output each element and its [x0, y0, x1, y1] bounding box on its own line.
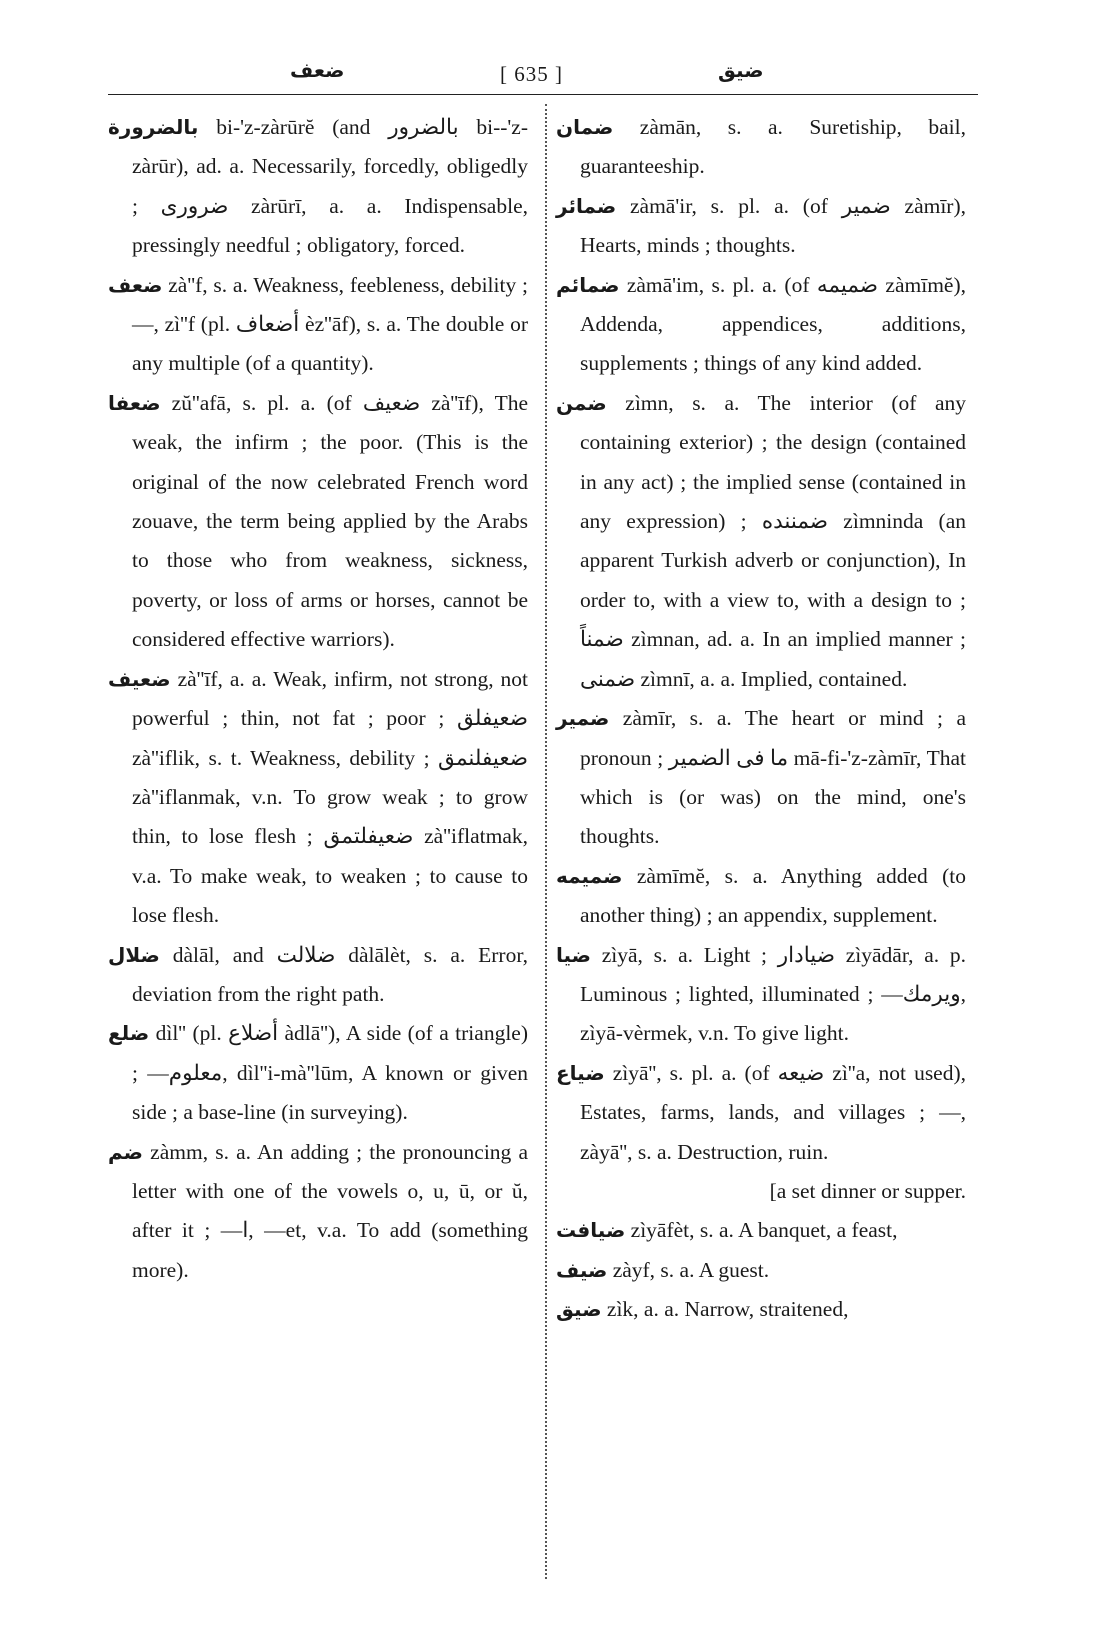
- entry-headword: ضيا: [556, 942, 591, 967]
- page-number: [ 635 ]: [500, 62, 563, 86]
- dictionary-entry: [556, 187, 966, 266]
- entry-text: zìyā, s. a. Light ; ضيادار zìyādār, a. p. Luminous ; lighted, illuminated ; —ويرمك, zìyā-vèrmek, v.n. To give light.: [580, 942, 966, 1046]
- entry-headword: ضمائر: [556, 193, 617, 218]
- entry-text: zàmā'im, s. pl. a. (of ضميمه zàmīmĕ), Addenda, appendices, additions, supplements ; things of any kind added.: [580, 272, 967, 376]
- entry-text: zàmm, s. a. An adding ; the pronouncing a letter with one of the vowels o, u, ū, or ŭ, after it ; —ا, —et, v.a. To add (something more).: [132, 1139, 528, 1282]
- entry-headword: ضعفا: [108, 390, 161, 415]
- entry-text: zà''īf, a. a. Weak, infirm, not strong, not powerful ; thin, not fat ; poor ; ضعيفلق zà''iflik, s. t. Weakness, debility ; ضعيفلنمق zà''iflanmak, v.n. To grow weak ; to grow thin, to lose flesh ; ضعيفلتمق zà''iflatmak, v.a. To make weak, to weaken ; to cause to lose flesh.: [132, 666, 528, 928]
- header-rule: [108, 94, 978, 95]
- dictionary-entry: [556, 108, 966, 187]
- entry-headword: ضلع: [108, 1021, 150, 1046]
- entry-headword: ضمن: [556, 390, 607, 415]
- entry-text: zìmn, s. a. The interior (of any containing exterior) ; the design (contained in any act) ; the implied sense (contained in any expression) ; ضمننده zìmninda (an apparent Turkish adverb or conjunction), In order to, with a view to, with a design to ; ضمناً zìmnan, ad. a. In an implied manner ; ضمنی zìmnī, a. a. Implied, contained.: [580, 390, 966, 691]
- header-left-catchword: ضعف: [290, 58, 345, 82]
- entry-headword: ضعف: [108, 272, 163, 297]
- entry-headword: ضمائم: [556, 272, 620, 297]
- dictionary-entry: [108, 266, 528, 384]
- entry-headword: ضيق: [556, 1297, 602, 1322]
- entry-text: zìyāfèt, s. a. A banquet, a feast,: [630, 1218, 898, 1243]
- right-column: [556, 108, 966, 1330]
- entry-headword: ضعيف: [108, 666, 171, 691]
- entry-text: dàlāl, and ضلالت dàlālèt, s. a. Error, deviation from the right path.: [132, 942, 529, 1006]
- dictionary-entry: [556, 1211, 966, 1250]
- entry-text: bi-'z-zàrūrĕ (and بالضرور bi--'z-zàrūr), ad. a. Necessarily, forcedly, obligedly ; ضروری zàrūrī, a. a. Indispensable, pressingly needful ; obligatory, forced.: [132, 115, 529, 258]
- entry-headword: ضمان: [556, 115, 614, 139]
- entry-headword: ضيف: [556, 1257, 608, 1282]
- entry-text: zàmān, s. a. Suretiship, bail, guaranteeship.: [580, 115, 966, 179]
- entry-text: zà''f, s. a. Weakness, feebleness, debility ; —, zì''f (pl. أضعاف èz''āf), s. a. The double or any multiple (of a quantity).: [132, 272, 528, 376]
- entry-headword: ضلال: [108, 942, 160, 967]
- column-divider: [545, 104, 547, 1579]
- entry-text: dìl'' (pl. أضلاع àdlā''), A side (of a triangle) ; —معلوم, dìl''i-mà''lūm, A known or given side ; a base-line (in surveying).: [132, 1021, 528, 1125]
- dictionary-entry: [556, 1290, 966, 1329]
- header-right-catchword: ضيق: [718, 58, 764, 82]
- dictionary-entry: [108, 936, 528, 1015]
- entry-headword: ضيافت: [556, 1218, 626, 1243]
- dictionary-entry: [108, 1133, 528, 1291]
- page-header: [0, 54, 1113, 94]
- entry-text: zàmā'ir, s. pl. a. (of ضمير zàmīr), Hearts, minds ; thoughts.: [580, 193, 967, 258]
- carried-over-text: [a set dinner or supper.: [769, 1178, 966, 1203]
- entry-text: zàyf, s. a. A guest.: [612, 1257, 770, 1282]
- dictionary-entry: [556, 936, 966, 1054]
- entry-text: zŭ''afā, s. pl. a. (of ضعيف zà''īf), The weak, the infirm ; the poor. (This is the original of the now celebrated French word zouave, the term being applied by the Arabs to those who from weakness, sickness, poverty, or loss of arms or horses, cannot be considered effective warriors).: [132, 390, 529, 652]
- entry-headword: ضم: [108, 1139, 144, 1164]
- dictionary-entry: [556, 1054, 966, 1172]
- entry-headword: ضمير: [556, 706, 610, 731]
- entry-headword: بالضرورة: [108, 115, 199, 139]
- entry-text: zìyā'', s. pl. a. (of ضيعه zì''a, not used), Estates, farms, lands, and villages ; —, zàyā'', s. a. Destruction, ruin.: [580, 1060, 967, 1164]
- dictionary-entry: [108, 1014, 528, 1132]
- dictionary-entry: [556, 266, 966, 384]
- entry-headword: ضميمه: [556, 863, 623, 888]
- entry-text: zàmīr, s. a. The heart or mind ; a pronoun ; ما فى الضمير mā-fi-'z-zàmīr, That which is (or was) on the mind, one's thoughts.: [580, 706, 966, 849]
- entry-text: zìk, a. a. Narrow, straitened,: [606, 1297, 849, 1322]
- dictionary-entry: [108, 660, 528, 936]
- dictionary-entry: [108, 384, 528, 660]
- dictionary-entry: [108, 108, 528, 266]
- dictionary-entry: [556, 384, 966, 699]
- entry-headword: ضياع: [556, 1060, 605, 1085]
- entry-text: zàmīmĕ, s. a. Anything added (to another thing) ; an appendix, supplement.: [580, 863, 967, 928]
- dictionary-entry: [556, 699, 966, 857]
- dictionary-entry: [556, 857, 966, 936]
- left-column: [108, 108, 528, 1290]
- dictionary-entry: [556, 1251, 966, 1290]
